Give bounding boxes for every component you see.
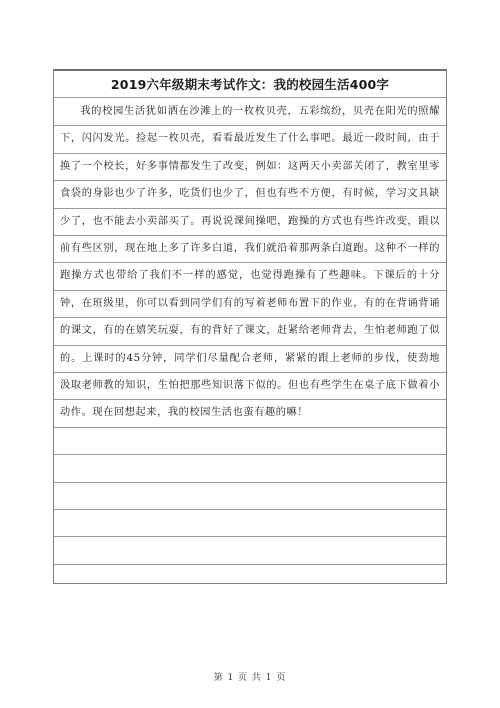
- essay-sheet: [53, 69, 447, 584]
- ruled-line: [54, 509, 446, 510]
- essay-title: 2019六年级期末考试作文：我的校园生活400字: [54, 71, 446, 98]
- ruled-line: [54, 482, 446, 483]
- ruled-line: [54, 454, 446, 455]
- essay-body: 我的校园生活犹如洒在沙滩上的一枚枚贝壳，五彩缤纷，贝壳在阳光的照耀下，闪闪发光。捡起一枚贝壳，看看最近发生了什么事吧。最近一段时间，由于换了一个校长，好多事情都发生了改变，例如：这两天小卖部关闭了，教室里零食袋的身影也少了许多，吃货们也少了，但也有些不方便，有时候，学习文具缺少了，也不能去小卖部买了。再说说课间操吧，跑操的方式也有些许改变，跟以前有些区别，现在地上多了许多白道，我们就沿着那两条白道跑。这种不一样的跑操方式也带给了我们不一样的感觉，也觉得跑操有了些趣味。下课后的十分钟，在班级里，你可以看到同学们有的写着老师布置下的作业，有的在背诵背诵的课文，有的在嬉笑玩耍，有的背好了课文，赶紧给老师背去，生怕老师跑了似的。上课时的45分钟，同学们尽量配合老师，紧紧的跟上老师的步伐，使劲地汲取老师教的知识，生怕把那些知识落下似的。但也有些学生在桌子底下做着小动作。现在回想起来，我的校园生活也蛮有趣的嘛！: [60, 106, 440, 419]
- ruled-line: [54, 536, 446, 537]
- page-footer: 第 1 页 共 1 页: [213, 673, 287, 683]
- ruled-line: [54, 564, 446, 565]
- ruled-line: [54, 427, 446, 428]
